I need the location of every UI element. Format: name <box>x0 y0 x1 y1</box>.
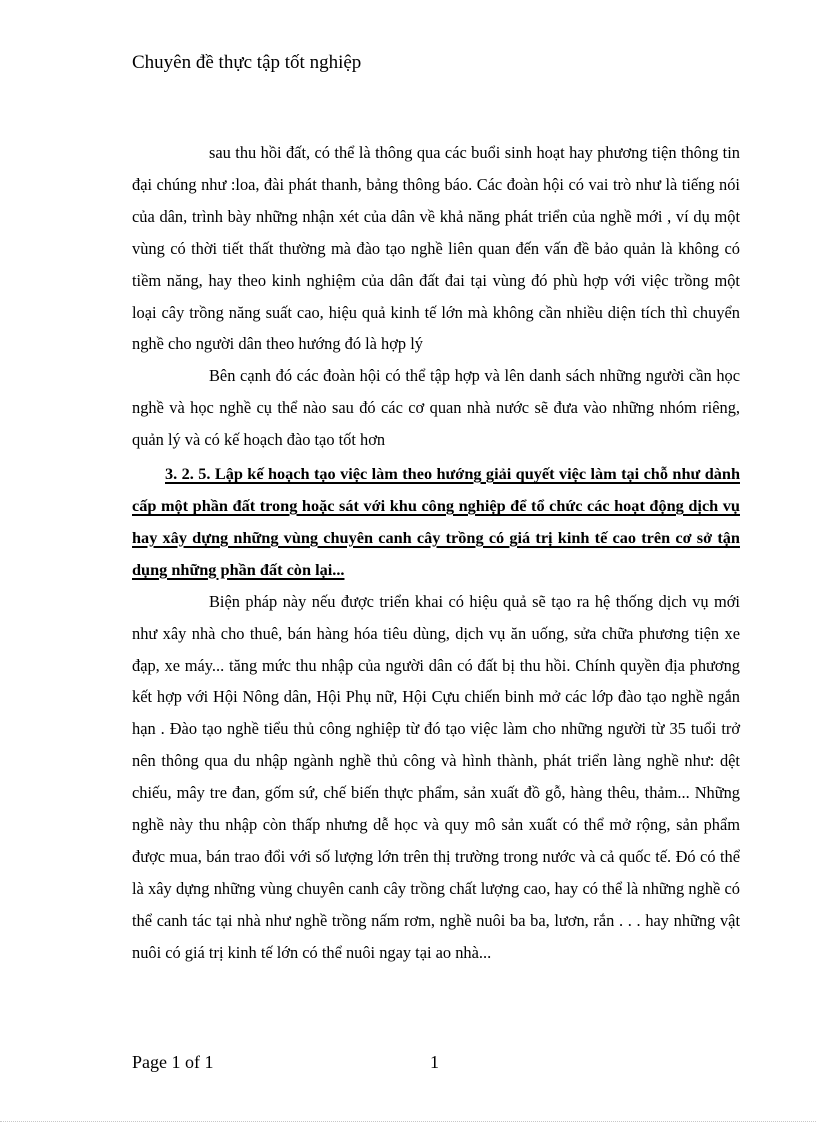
footer-page-label: Page 1 of 1 <box>132 1052 214 1072</box>
paragraph-2: Bên cạnh đó các đoàn hội có thể tập hợp và lên danh sách những người cần học nghề và học nghề cụ thể nào sau đó các cơ quan nhà nước sẽ đưa vào những nhóm riêng, quản lý và có kế hoạch đào tạo tốt hơn <box>132 366 740 450</box>
footer-page-number: 1 <box>430 1052 439 1072</box>
document-body <box>132 137 740 969</box>
page-bottom-divider <box>0 1121 816 1122</box>
section-heading: 3. 2. 5. Lập kế hoạch tạo việc làm theo hướng giải quyết việc làm tại chỗ như dành cấp một phần đất trong hoặc sát với khu công nghiệp để tổ chức các hoạt động dịch vụ hay xây dựng những vùng chuyên canh cây trồng có giá trị kinh tế cao trên cơ sở tận dụng những phần đất còn lại... <box>132 464 740 579</box>
paragraph-3: Biện pháp này nếu được triển khai có hiệu quả sẽ tạo ra hệ thống dịch vụ mới như xây nhà cho thuê, bán hàng hóa tiêu dùng, dịch vụ ăn uống, sửa chữa phương tiện xe đạp, xe máy... tăng mức thu nhập của người dân có đất bị thu hồi. Chính quyền địa phương kết hợp với Hội Nông dân, Hội Phụ nữ, Hội Cựu chiến binh mở các lớp đào tạo nghề ngắn hạn . Đào tạo nghề tiểu thủ công nghiệp từ đó tạo việc làm cho những người từ 35 tuổi trở nên thông qua du nhập ngành nghề thủ công và hình thành, phát triển làng nghề như: dệt chiếu, mây tre đan, gốm sứ, chế biến thực phẩm, sản xuất đồ gỗ, hàng thêu, thảm... Những nghề này thu nhập còn thấp nhưng dễ học và quy mô sản xuất có thể mở rộng, sản phẩm được mua, bán trao đổi với số lượng lớn trên thị trường trong nước và cả quốc tế. Đó có thể là xây dựng những vùng chuyên canh cây trồng chất lượng cao, hay có thể là những nghề có thể canh tác tại nhà như nghề trồng nấm rơm, nghề nuôi ba ba, lươn, rắn . . . hay những vật nuôi có giá trị kinh tế lớn có thể nuôi ngay tại ao nhà... <box>132 591 740 962</box>
page-header-title: Chuyên đề thực tập tốt nghiệp <box>132 52 362 73</box>
paragraph-1: sau thu hồi đất, có thể là thông qua các buổi sinh hoạt hay phương tiện thông tin đại chúng như :loa, đài phát thanh, bảng thông báo. Các đoàn hội có vai trò như là tiếng nói của dân, trình bày những nhận xét của dân về khả năng phát triển của nghề mới , ví dụ một vùng có thời tiết thất thường mà đào tạo nghề liên quan đến vấn đề bảo quản là không có tiềm năng, hay theo kinh nghiệm của dân đất đai tại vùng đó phù hợp với việc trồng một loại cây trồng năng suất cao, hiệu quả kinh tế lớn mà không cần nhiều diện tích thì chuyển nghề cho người dân theo hướng đó là hợp lý <box>132 143 740 354</box>
